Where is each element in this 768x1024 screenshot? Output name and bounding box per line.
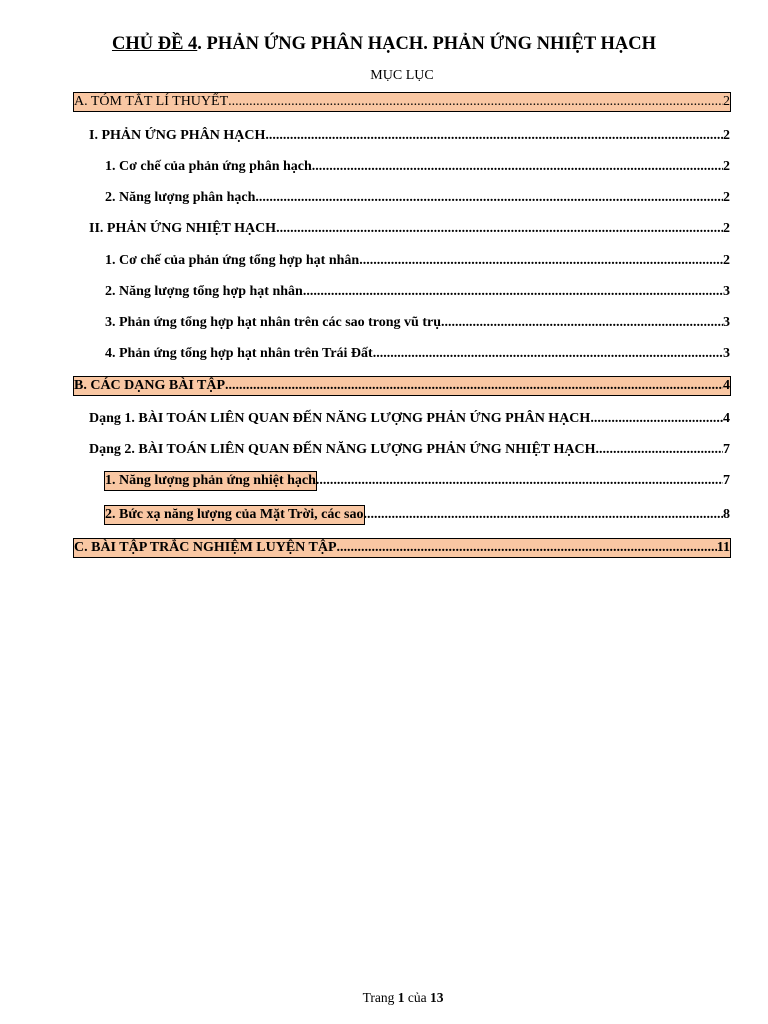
toc-entry-page: 3 (723, 346, 730, 361)
toc-entry-page: 2 (723, 253, 730, 268)
current-page-number: 1 (397, 990, 405, 1005)
toc-entry-i-2[interactable] (105, 189, 730, 207)
toc-leader-dots (441, 314, 723, 332)
document-title (0, 34, 768, 55)
toc-entry-ii-1[interactable] (105, 252, 730, 270)
toc-leader-dots (337, 539, 717, 557)
toc-leader-dots (312, 158, 723, 176)
toc-entry-label: 3. Phản ứng tổng hợp hạt nhân trên các sao trong vũ trụ (105, 315, 441, 330)
total-page-count: 13 (429, 990, 444, 1005)
toc-entry-label: Dạng 1. BÀI TOÁN LIÊN QUAN ĐẾN NĂNG LƯỢNG PHẢN ỨNG PHÂN HẠCH (89, 411, 591, 426)
page-footer (0, 990, 768, 1006)
toc-entry-section-c[interactable] (74, 539, 730, 557)
toc-entry-label: 2. Bức xạ năng lượng của Mặt Trời, các sao (105, 507, 364, 522)
toc-entry-label: B. CÁC DẠNG BÀI TẬP (74, 378, 226, 393)
toc-entry-label: 1. Cơ chế của phản ứng tổng hợp hạt nhân (105, 253, 360, 268)
toc-leader-dots (225, 377, 723, 395)
toc-entry-part-ii[interactable] (89, 220, 730, 238)
toc-leader-dots (255, 189, 723, 207)
footer-prefix: Trang (362, 990, 398, 1005)
toc-entry-page: 4 (723, 378, 730, 393)
toc-entry-page: 11 (716, 540, 730, 555)
toc-entry-label: 1. Cơ chế của phản ứng phân hạch (105, 159, 312, 174)
title-topic-number: CHỦ ĐỀ 4 (111, 34, 198, 54)
toc-leader-dots (303, 283, 723, 301)
toc-entry-label: C. BÀI TẬP TRẮC NGHIỆM LUYỆN TẬP (74, 540, 337, 555)
toc-entry-section-a[interactable] (74, 93, 730, 111)
toc-entry-i-1[interactable] (105, 158, 730, 176)
toc-entry-label: 1. Năng lượng phản ứng nhiệt hạch (105, 473, 316, 488)
toc-entry-label: 4. Phản ứng tổng hợp hạt nhân trên Trái Đất (105, 346, 373, 361)
toc-entry-ii-2[interactable] (105, 283, 730, 301)
toc-entry-dang-2[interactable] (89, 441, 730, 459)
toc-entry-label: I. PHẢN ỨNG PHÂN HẠCH (89, 128, 266, 143)
toc-leader-dots (590, 410, 723, 428)
toc-entry-page: 2 (723, 190, 730, 205)
toc-entry-page: 3 (723, 284, 730, 299)
toc-entry-ii-3[interactable] (105, 314, 730, 332)
toc-entry-dang-1[interactable] (89, 410, 730, 428)
toc-entry-dang-2-1[interactable] (105, 472, 730, 490)
toc-entry-page: 2 (723, 221, 730, 236)
toc-leader-dots (364, 506, 723, 524)
toc-entry-page: 2 (723, 159, 730, 174)
toc-entry-page: 2 (723, 128, 730, 143)
toc-leader-dots (276, 220, 723, 238)
toc-entry-page: 8 (723, 507, 730, 522)
toc-entry-label: A. TÓM TẮT LÍ THUYẾT (74, 94, 229, 109)
toc-entry-page: 7 (723, 442, 730, 457)
toc-entry-page: 2 (723, 94, 730, 109)
toc-entry-label: II. PHẢN ỨNG NHIỆT HẠCH (89, 221, 277, 236)
toc-entry-label: 2. Năng lượng tổng hợp hạt nhân (105, 284, 303, 299)
toc-leader-dots (373, 345, 723, 363)
toc-entry-label: 2. Năng lượng phân hạch (105, 190, 256, 205)
toc-entry-section-b[interactable] (74, 377, 730, 395)
toc-entry-page: 7 (723, 473, 730, 488)
toc-leader-dots (265, 127, 723, 145)
toc-leader-dots (596, 441, 723, 459)
toc-entry-page: 4 (723, 411, 730, 426)
toc-leader-dots (316, 472, 723, 490)
toc-leader-dots (359, 252, 723, 270)
toc-entry-ii-4[interactable] (105, 345, 730, 363)
title-text: . PHẢN ỨNG PHÂN HẠCH. PHẢN ỨNG NHIỆT HẠCH (197, 34, 657, 54)
footer-middle: của (404, 990, 430, 1005)
toc-entry-label: Dạng 2. BÀI TOÁN LIÊN QUAN ĐẾN NĂNG LƯỢNG PHẢN ỨNG NHIỆT HẠCH (89, 442, 596, 457)
toc-entry-page: 3 (723, 315, 730, 330)
toc-entry-dang-2-2[interactable] (105, 506, 730, 524)
toc-heading: MỤC LỤC (370, 68, 434, 83)
toc-entry-part-i[interactable] (89, 127, 730, 145)
toc-leader-dots (228, 93, 723, 111)
